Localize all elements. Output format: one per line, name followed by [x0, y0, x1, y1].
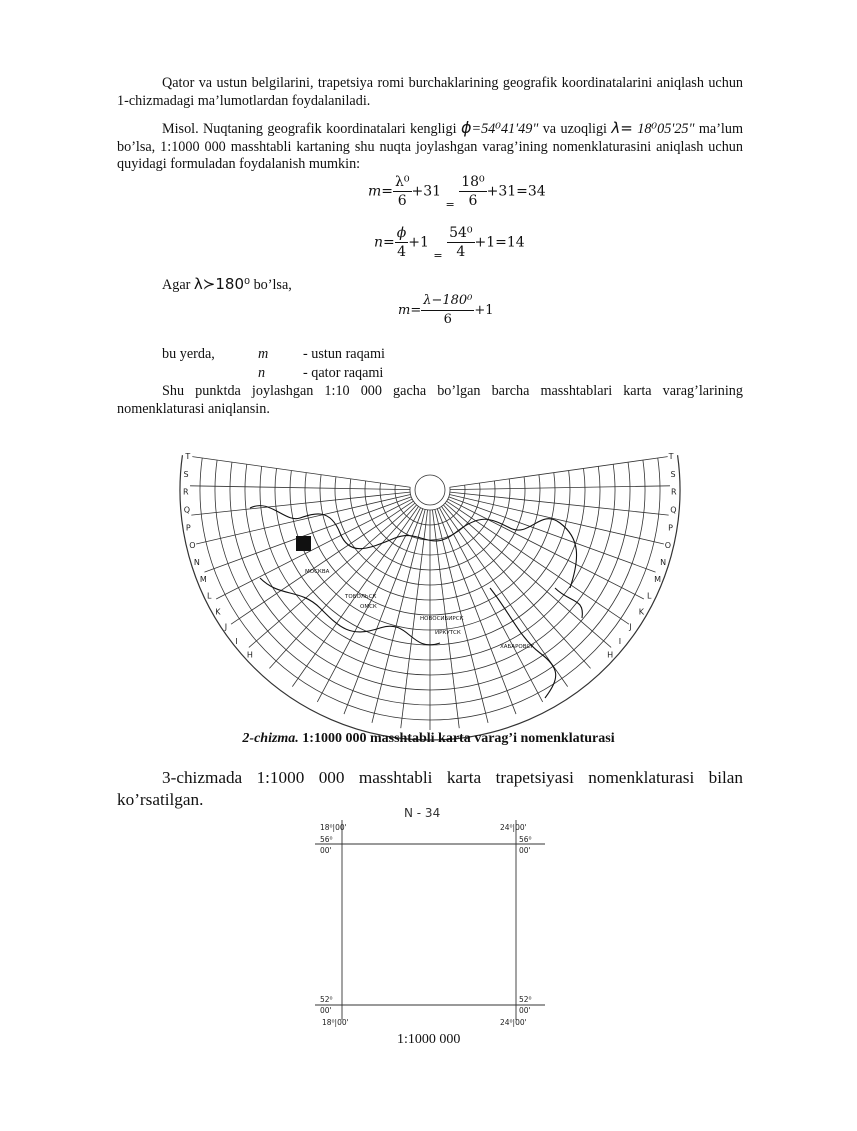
sheet-bl-lon: 18⁰|00' — [322, 1018, 349, 1027]
formula-m-den1: 6 — [397, 193, 407, 209]
map-row-letter: R — [183, 487, 189, 497]
map-row-letter: M — [654, 575, 662, 585]
sheet-br-lon: 24⁰|00' — [500, 1018, 527, 1027]
map-row-letter: P — [185, 523, 191, 533]
legend-m-sym: m — [258, 346, 269, 362]
map-city-label: МОСКВА — [305, 569, 330, 575]
formula-m-east-den: 6 — [443, 312, 452, 327]
formula-n-den2: 4 — [456, 244, 466, 260]
map-row-letter: O — [189, 540, 196, 550]
map-row-letter: T — [668, 452, 674, 462]
map-row-letter: M — [199, 575, 207, 585]
map-coast-line — [555, 588, 582, 618]
map-row-letter: H — [246, 650, 253, 660]
map-meridian — [450, 457, 668, 488]
lambda-symbol: λ= — [611, 119, 633, 137]
map-meridian — [437, 509, 516, 714]
formula-n — [374, 224, 525, 261]
paragraph-intro: Qator va ustun belgilarini, trapetsiya romi burchaklarining geografik koordinatalarini aniqlash uchun 1-chizmadagi ma’lumotlardan foydalaniladi. — [117, 75, 743, 109]
map-row-letter: T — [185, 452, 191, 462]
condition-pre: Agar — [162, 277, 194, 293]
map-meridian — [192, 457, 410, 488]
formula-m-den2: 6 — [468, 193, 478, 209]
legend-n-sym: n — [258, 365, 266, 381]
paragraph-figure3: 3-chizmada 1:1000 000 masshtabli karta trapetsiyasi nomenklaturasi bilan ko’rsatilgan. — [117, 768, 743, 809]
map-city-label: НОВОСИБИРСК — [420, 616, 464, 622]
map-meridian — [445, 503, 611, 647]
map-row-letter: S — [670, 469, 676, 479]
formula-n-den1: 4 — [397, 244, 406, 260]
caption-2-label: 2-chizma. — [242, 731, 299, 746]
map-row-letter: L — [206, 591, 212, 601]
map-meridian — [191, 492, 410, 515]
map-row-letter: Q — [670, 505, 677, 515]
sheet-tl-latm: 00' — [320, 846, 332, 855]
formula-m-eq: = — [445, 197, 455, 211]
map-meridian — [190, 486, 410, 490]
map-row-letter: K — [215, 607, 221, 617]
formula-m-lhs: m= — [368, 183, 394, 200]
formula-n-num1: ϕ — [396, 225, 407, 241]
condition-line — [162, 275, 292, 294]
map-coast-line — [260, 578, 440, 645]
formula-n-eq: = — [433, 248, 443, 262]
sheet-tr-lat: 56⁰ — [519, 835, 532, 844]
sheet-br-latm: 00' — [519, 1006, 531, 1015]
map-row-letter: S — [183, 469, 189, 479]
map-cities — [305, 569, 534, 650]
formula-n-lhs: n= — [374, 234, 395, 251]
map-meridian — [447, 501, 629, 624]
formula-m-east-num: λ−180⁰ — [421, 292, 474, 311]
formula-m-num2: 18⁰ — [461, 174, 485, 190]
map-meridian — [372, 509, 425, 722]
sheet-frame — [315, 820, 545, 1020]
map-row-letter: N — [193, 558, 200, 568]
example-text-c: ma’lum bo’lsa, 1:1000 000 masshtabli kartaning shu nuqta joylashgan varag’ining nomenklaturasini aniqlash uchun quyidagi formuladan foydalanish mumkin: — [117, 121, 744, 172]
formula-m-num1: λ⁰ — [395, 174, 410, 190]
paragraph-example — [117, 119, 743, 174]
legend-m-symbol — [258, 346, 268, 363]
sheet-tr-lon: 24⁰|00' — [500, 823, 527, 832]
map-row-letter: H — [607, 650, 614, 660]
sheet-tr-latm: 00' — [519, 846, 531, 855]
map-row-letter: O — [664, 540, 672, 550]
map-meridian — [448, 499, 644, 599]
sheet-br-lat: 52⁰ — [519, 995, 532, 1004]
formula-m-east — [398, 292, 494, 329]
legend-m-desc: - ustun raqami — [303, 346, 385, 362]
map-row-letter: Q — [183, 505, 191, 515]
formula-m-mid: +31 — [411, 183, 442, 200]
formula-m-rhs: +31=34 — [486, 183, 546, 200]
phi-value: =54⁰41'49" — [471, 121, 539, 137]
sheet-tl-lat: 56⁰ — [320, 835, 333, 844]
map-row-letter: L — [647, 591, 652, 601]
legend-intro: bu yerda, — [162, 346, 215, 362]
map-meridian — [344, 509, 423, 714]
paragraph-task: Shu punktda joylashgan 1:10 000 gacha bo’lgan barcha masshtablari karta varag’larining nomenklaturasi aniqlansin. — [117, 383, 743, 417]
formula-n-mid: +1 — [408, 234, 429, 251]
map-meridian — [439, 508, 542, 702]
sheet-scale: 1:1000 000 — [397, 1032, 461, 1047]
map-meridian — [450, 486, 670, 490]
map-highlight-sheet — [296, 536, 311, 551]
sheet-tl-lon: 18⁰|00' — [320, 823, 347, 832]
example-text-a: Misol. Nuqtaning geografik koordinatalari kengligi — [162, 121, 461, 137]
formula-m-east-rhs: +1 — [474, 303, 494, 318]
map-row-letter: K — [638, 607, 644, 617]
sheet-bl-lat: 52⁰ — [320, 995, 333, 1004]
sheet-bl-latm: 00' — [320, 1006, 332, 1015]
formula-m — [368, 173, 546, 210]
map-row-letter: I — [618, 636, 622, 646]
map-meridian — [269, 505, 416, 668]
map-row-letter: I — [235, 636, 238, 646]
formula-m-east-lhs: m= — [398, 303, 422, 318]
map-row-letter: J — [224, 622, 228, 632]
sheet-title: N - 34 — [404, 806, 441, 820]
map-row-letter: J — [629, 622, 632, 632]
map-city-label: ОМСК — [360, 604, 377, 610]
map-meridian — [450, 492, 669, 515]
formula-n-rhs: +1=14 — [474, 234, 525, 251]
map-city-label: ХАБАРОВСК — [500, 644, 535, 650]
condition-post: bo’lsa, — [250, 277, 292, 293]
map-grid — [180, 455, 680, 740]
map-pole — [415, 475, 445, 505]
lambda-value: 18⁰05'25" — [637, 121, 695, 137]
legend-n-symbol — [258, 365, 265, 382]
caption-2-text: 1:1000 000 masshtabli karta varag’i nomenklaturasi — [298, 731, 615, 746]
formula-n-num2: 54⁰ — [449, 225, 473, 241]
map-coast-line — [490, 588, 556, 698]
map-row-letter: P — [668, 523, 673, 533]
map-meridian — [231, 501, 413, 624]
phi-symbol: ϕ — [460, 118, 472, 137]
nomenclature-map — [183, 438, 677, 728]
legend-n-desc: - qator raqami — [303, 365, 384, 381]
map-city-label: ТОБОЛЬСК — [345, 594, 377, 600]
figure-caption-2 — [0, 731, 857, 747]
example-text-b: va uzoqligi — [538, 121, 612, 137]
map-city-label: ИРКУТСК — [435, 630, 461, 636]
map-row-letter: N — [660, 558, 667, 568]
condition-expr: λ≻180⁰ — [193, 275, 251, 293]
map-row-letter: R — [670, 487, 677, 497]
